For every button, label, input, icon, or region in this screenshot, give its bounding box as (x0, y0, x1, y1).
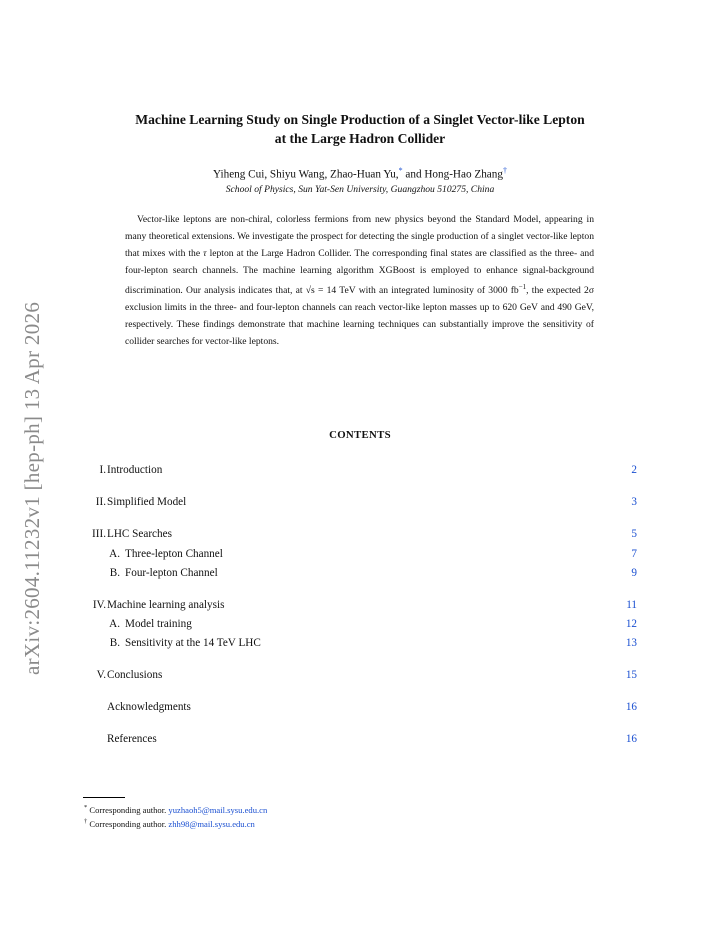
toc-page-link[interactable]: 13 (625, 637, 637, 649)
toc-number: V. (96, 669, 106, 681)
toc-page-link[interactable]: 16 (625, 733, 637, 745)
affiliation: School of Physics, Sun Yat-Sen University, Guangzhou 510275, China (225, 184, 495, 195)
abstract-part-2: lepton at the Large Hadron Collider. The corresponding final states are classified as the three- and four-lepton search channels. The machine learning algorithm XGBoost is employed to enhance signal-background discrimination. Our analysis indicates that, at √s = 14 TeV with an integrated luminosity of 3000 fb (125, 248, 594, 297)
toc-number: B. (109, 637, 120, 649)
toc-label[interactable]: Four-lepton Channel (125, 567, 218, 579)
toc-label[interactable]: Acknowledgments (107, 701, 191, 713)
footnote-text: Corresponding author. (89, 804, 169, 815)
toc-number: IV. (92, 599, 106, 611)
email-link[interactable]: yuzhaoh5@mail.sysu.edu.cn (168, 804, 268, 815)
toc-number: A. (109, 618, 120, 630)
toc-page-link[interactable]: 5 (631, 528, 637, 540)
toc-page-link[interactable]: 2 (631, 464, 637, 476)
toc-page-link[interactable]: 12 (625, 618, 637, 630)
toc-heading: CONTENTS (329, 429, 391, 441)
author-list (80, 166, 640, 181)
abstract-part-3: , the expected 2σ exclusion limits in the three- and four-lepton channels can reach vector-like lepton masses up to 620 GeV and 490 GeV, respectively. These findings demonstrate that machine learning techniques can substantially improve the sensitivity of collider searches for vector-like leptons. (125, 285, 594, 348)
authors-text: Yiheng Cui, Shiyu Wang, Zhao-Huan Yu, (213, 168, 399, 181)
toc-entry[interactable] (0, 701, 720, 719)
toc-number: A. (109, 548, 120, 560)
toc-subentry[interactable] (0, 618, 720, 636)
title-line-1: Machine Learning Study on Single Production of a Singlet Vector-like Lepton (135, 112, 585, 127)
toc-entry[interactable] (0, 669, 720, 687)
toc-number: III. (92, 528, 106, 540)
toc-label[interactable]: Simplified Model (107, 496, 187, 508)
author-mark-2[interactable]: † (502, 166, 507, 175)
author-mark-1[interactable]: * (398, 166, 403, 175)
footnote-text: Corresponding author. (89, 818, 169, 829)
toc-entry[interactable] (0, 464, 720, 482)
title-line-2: at the Large Hadron Collider (274, 131, 446, 146)
toc-number: B. (109, 567, 120, 579)
abstract-inverse: −1 (518, 283, 527, 291)
abstract (125, 211, 594, 350)
footnote (84, 818, 255, 829)
toc-page-link[interactable]: 16 (625, 701, 637, 713)
toc-number: II. (95, 496, 106, 508)
toc-entry[interactable] (0, 599, 720, 617)
toc-label[interactable]: References (107, 733, 157, 745)
abstract-part-1: Vector-like leptons are non-chiral, colorless fermions from new physics beyond the Standard Model, appearing in many theoretical extensions. We investigate the prospect for detecting the single production of a singlet vector-like lepton that mixes with the (125, 214, 594, 259)
toc-subentry[interactable] (0, 548, 720, 566)
toc-subentry[interactable] (0, 567, 720, 585)
abstract-tau: τ (203, 248, 207, 259)
toc-label[interactable]: Machine learning analysis (107, 599, 225, 611)
toc-label[interactable]: Conclusions (107, 669, 163, 681)
toc-entry[interactable] (0, 496, 720, 514)
toc-entry[interactable] (0, 528, 720, 546)
toc-entry[interactable] (0, 733, 720, 751)
toc-page-link[interactable]: 11 (626, 599, 637, 611)
toc-page-link[interactable]: 3 (631, 496, 637, 508)
toc-label[interactable]: Model training (125, 618, 192, 630)
toc-label[interactable]: LHC Searches (107, 528, 172, 540)
footnote (84, 804, 267, 815)
toc-subentry[interactable] (0, 637, 720, 655)
paper-title (80, 110, 640, 148)
footnote-rule (83, 797, 125, 798)
footnote-mark: † (84, 818, 88, 825)
email-link[interactable]: zhh98@mail.sysu.edu.cn (168, 818, 255, 829)
toc-label[interactable]: Sensitivity at the 14 TeV LHC (125, 637, 261, 649)
authors-tail: and Hong-Hao Zhang (402, 168, 503, 181)
toc-number: I. (99, 464, 106, 476)
arxiv-identifier: arXiv:2604.11232v1 [hep-ph] 13 Apr 2026 (20, 301, 44, 675)
toc-page-link[interactable]: 9 (631, 567, 637, 579)
footnote-mark: * (84, 804, 88, 811)
toc-label[interactable]: Introduction (107, 464, 163, 476)
toc-label[interactable]: Three-lepton Channel (125, 548, 223, 560)
toc-page-link[interactable]: 7 (631, 548, 637, 560)
toc-page-link[interactable]: 15 (625, 669, 637, 681)
